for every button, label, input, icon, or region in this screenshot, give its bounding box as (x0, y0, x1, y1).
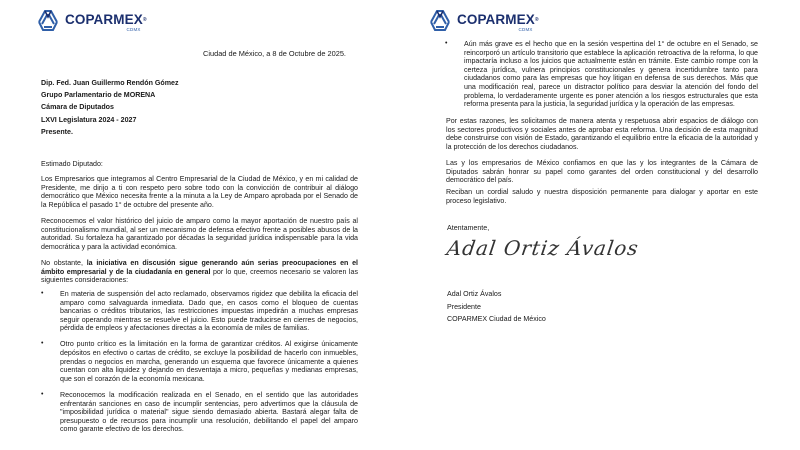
recipient-presente: Presente. (41, 127, 73, 136)
recipient-chamber: Cámara de Diputados (41, 103, 114, 112)
coparmex-emblem-icon (37, 8, 59, 32)
letter-page-2 (400, 0, 800, 450)
paragraph-2: Reconocemos el valor histórico del juicio de amparo como la mayor aportación de nuestro país al constitucionalismo mundial, al ser un mecanismo de defensa efectivo frente a posibles abusos de la autoridad. Su fortaleza ha garantizado por décadas la seguridad jurídica indispensable para la vida democrática y para la actividad económica. (41, 217, 358, 251)
list-item (41, 390, 358, 434)
considerations-list (41, 290, 358, 441)
paragraph-6: Reciban un cordial saludo y nuestra disposición permanente para dialogar y aportar en este proceso legislativo. (446, 188, 758, 205)
paragraph-4: Por estas razones, les solicitamos de manera atenta y respetuosa abrir espacios de diálogo con los sectores productivos y sociales antes de aprobar esta reforma. Una decisión de esta magnitud debe construirse con visión de Estado, garantizando el equilibrio entre la eficacia de la autoridad y la protección de los derechos ciudadanos. (446, 117, 758, 151)
list-item (41, 340, 358, 383)
paragraph-1: Los Empresarios que integramos al Centro Empresarial de la Ciudad de México, y en mi calidad de Presidente, me dirijo a ti con respeto pero sobre todo con la convicción de contribuir al diálogo democrático que México necesita frente a la minuta a la Ley de Amparo aprobada por el Senado de la República el pasado 1° de octubre del presente año. (41, 175, 358, 209)
registered-mark: ® (534, 17, 539, 23)
logo-sub-text: CDMX (126, 27, 141, 32)
list-item (41, 290, 358, 333)
letter-date: Ciudad de México, a 8 de Octubre de 2025. (203, 49, 346, 58)
recipient-name: Dip. Fed. Juan Guillermo Rendón Gómez (41, 79, 179, 87)
bullet-icon: • (41, 290, 44, 297)
greeting: Estimado Diputado: (41, 160, 103, 168)
signer-name: Adal Ortiz Ávalos (447, 290, 502, 298)
coparmex-emblem-icon (429, 8, 451, 32)
paragraph-3 (41, 259, 358, 285)
paragraph-5: Las y los empresarios de México confiamos en que las y los integrantes de la Cámara de Diputados sabrán honrar su papel como garantes del orden constitucional y del desarrollo democrático del país. (446, 159, 758, 185)
considerations-list-continued (445, 40, 758, 116)
logo-brand-text: COPARMEX (457, 12, 535, 27)
list-item-text: Reconocemos la modificación realizada en el Senado, en el sentido que las autoridades enfrentarán sanciones en caso de incumplir sentencias, pero advertimos que la cláusula de "imposibilidad jurídica o material" sigue siendo demasiado abierta. Bastará alegar falta de presupuesto o de recursos para incumplir una resolución, debilitando el papel del amparo como garante efectivo de los derechos. (60, 390, 358, 434)
recipient-group: Grupo Parlamentario de MORENA (41, 91, 156, 100)
logo-sub-text: CDMX (518, 27, 533, 32)
coparmex-logo (37, 8, 147, 32)
recipient-block (41, 77, 179, 138)
signer-title: Presidente (447, 302, 481, 311)
paragraph-3-end: por lo que, creemos necesario se valoren las siguientes consideraciones: (41, 267, 358, 285)
bullet-icon: • (445, 40, 448, 47)
list-item-text: En materia de suspensión del acto reclamado, observamos rigidez que debilita la eficacia del amparo como salvaguarda inmediata. Dado que, en casos como el bloqueo de cuentas bancarias o créditos tributarios, las restricciones impuestas impedirán a muchas empresas seguir operando mientras se resuelve el juicio. Esto puede traducirse en cierres de negocios, pérdida de empleos y afectaciones directas a la economía de miles de familias. (60, 290, 358, 333)
paragraph-3-bold: la iniciativa en discusión sigue generando aún serias preocupaciones en el ámbito empresarial y de la ciudadanía en general (41, 259, 358, 276)
recipient-legislature: LXVI Legislatura 2024 - 2027 (41, 115, 137, 124)
list-item (445, 40, 758, 109)
bullet-icon: • (41, 340, 44, 348)
logo-brand-text: COPARMEX (65, 12, 143, 27)
signer-block (447, 288, 546, 326)
handwritten-signature: Adal Ortiz Ávalos (445, 236, 641, 260)
list-item-text: Otro punto crítico es la limitación en la forma de garantizar créditos. Al exigirse únicamente depósitos en efectivo o cartas de crédito, se excluye la posibilidad de hacerlo con inmuebles, prendas o negocios en marcha, generando un esquema que favorece únicamente a quienes cuentan con alta liquidez y dejando en desventaja a micro, pequeñas y medianas empresas, que son el corazón de la economía mexicana. (60, 340, 358, 383)
bullet-icon: • (41, 390, 44, 398)
registered-mark: ® (142, 17, 147, 23)
list-item-text: Aún más grave es el hecho que en la sesión vespertina del 1° de octubre en el Senado, se reincorporó un artículo transitorio que establece la aplicación retroactiva de la reforma, lo que impactaría incluso a los juicios que actualmente están en trámite. Este cambio rompe con la certeza jurídica, vulnera principios constitucionales y genera incertidumbre tanto para ciudadanos como para las empresas que hoy litigan en defensa de sus derechos. Más que una modificación real, parece un distractor político para desviar la atención del fondo del problema, lo verdaderamente urgente es poner atención a los riesgos estructurales que esta reforma presenta para la justicia, la seguridad jurídica y la operación de las empresas. (464, 40, 758, 109)
paragraph-3-start: No obstante, (41, 259, 87, 267)
signer-organization: COPARMEX Ciudad de México (447, 315, 546, 323)
coparmex-logo (429, 8, 539, 32)
closing: Atentamente, (447, 224, 490, 232)
